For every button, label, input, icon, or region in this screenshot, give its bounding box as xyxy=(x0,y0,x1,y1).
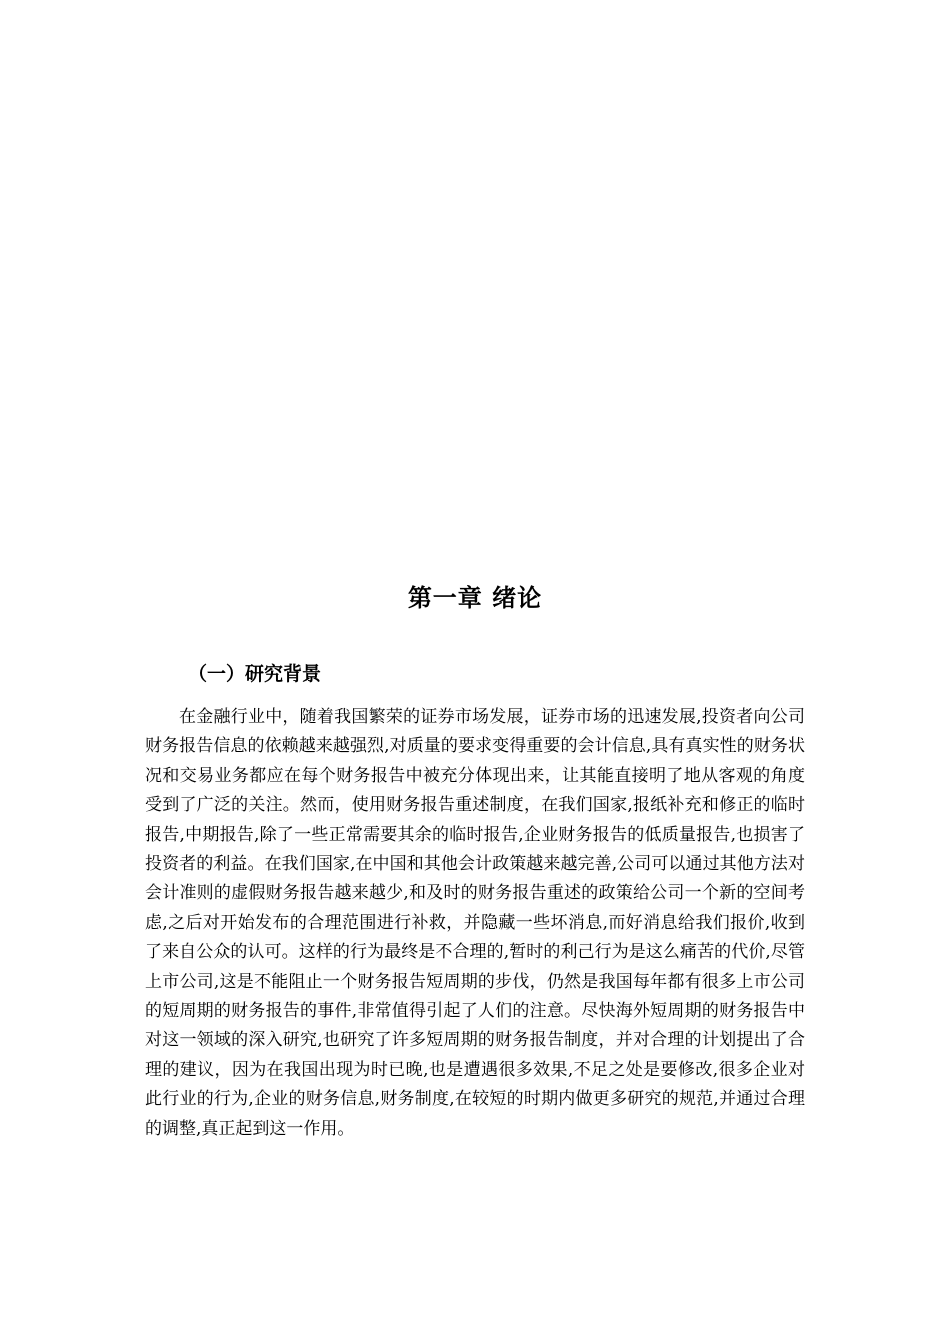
chapter-title: 第一章 绪论 xyxy=(407,584,543,612)
body-paragraph: 在金融行业中，随着我国繁荣的证券市场发展，证券市场的迅速发展,投资者向公司财务报告信息的依赖越来越强烈,对质量的要求变得重要的会计信息,具有真实性的财务状况和交易业务都应在每个财务报告中被充分体现出来，让其能直接明了地从客观的角度受到了广泛的关注。然而，使用财务报告重述制度，在我们国家,报纸补充和修正的临时报告,中期报告,除了一些正常需要其余的临时报告,企业财务报告的低质量报告,也损害了投资者的利益。在我们国家,在中国和其他会计政策越来越完善,公司可以通过其他方法对会计准则的虚假财务报告越来越少,和及时的财务报告重述的政策给公司一个新的空间考虑,之后对开始发布的合理范围进行补救，并隐藏一些坏消息,而好消息给我们报价,收到了来自公众的认可。这样的行为最终是不合理的,暂时的利己行为是这么痛苦的代价,尽管上市公司,这是不能阻止一个财务报告短周期的步伐，仍然是我国每年都有很多上市公司的短周期的财务报告的事件,非常值得引起了人们的注意。尽快海外短周期的财务报告中对这一领域的深入研究,也研究了许多短周期的财务报告制度，并对合理的计划提出了合理的建议，因为在我国出现为时已晚,也是遭遇很多效果,不足之处是要修改,很多企业对此行业的行为,企业的财务信息,财务制度,在较短的时期内做更多研究的规范,并通过合理的调整,真正起到这一作用。 xyxy=(145,707,805,1139)
section-heading: （一）研究背景 xyxy=(188,663,322,685)
